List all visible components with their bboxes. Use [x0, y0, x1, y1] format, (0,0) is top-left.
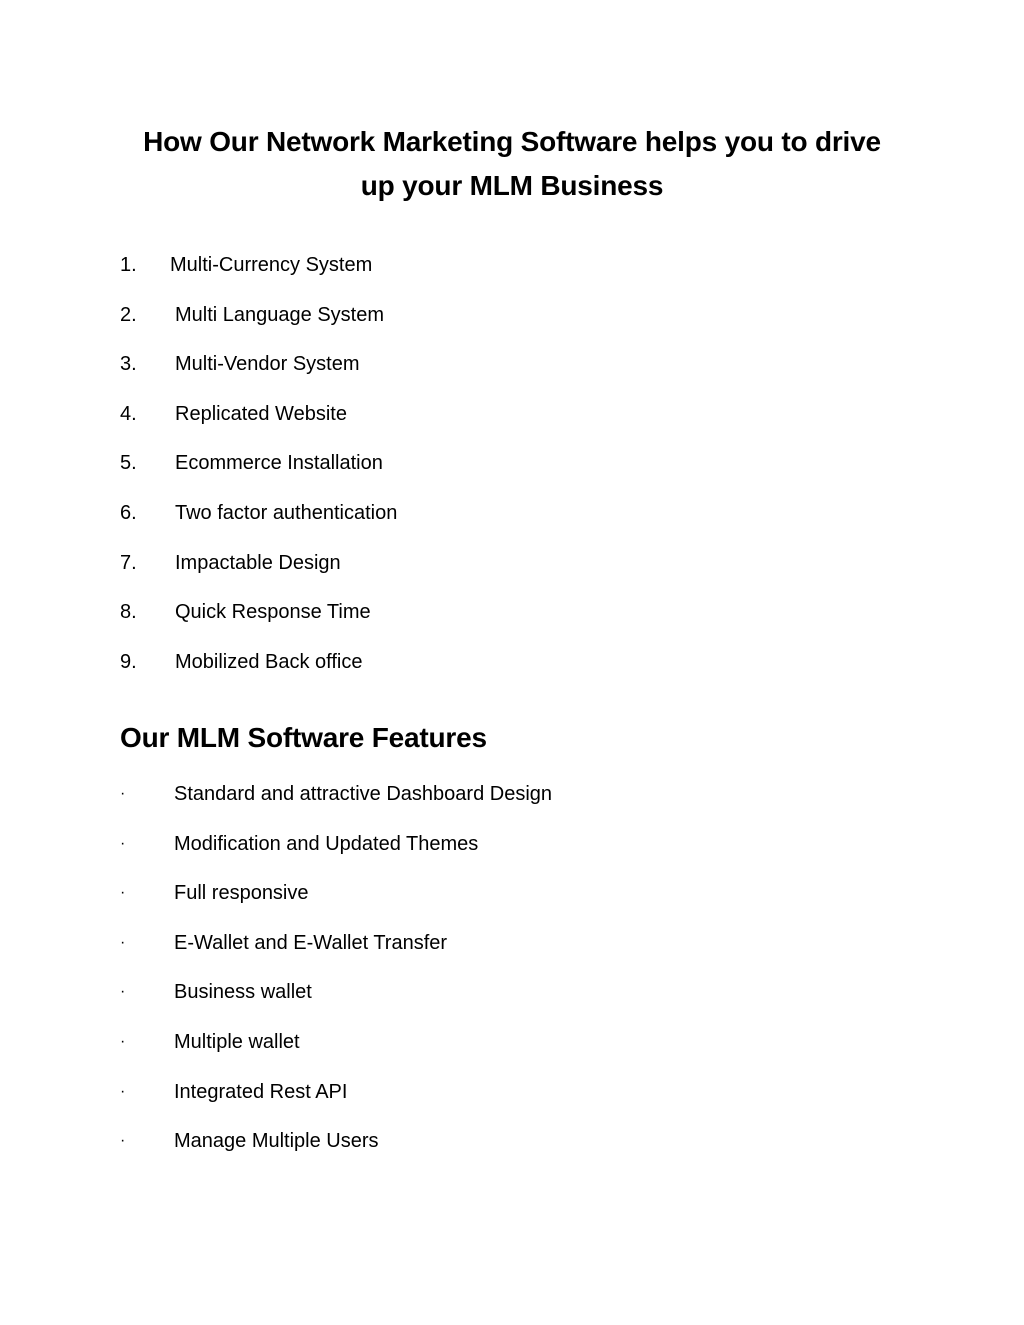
- list-item: [120, 247, 397, 297]
- list-item-number: 4.: [120, 402, 137, 425]
- list-item-number: 8.: [120, 601, 137, 624]
- list-item-text: Ecommerce Installation: [175, 452, 383, 475]
- list-item-text: Full responsive: [174, 882, 309, 905]
- list-item: [120, 545, 397, 595]
- list-item-text: E-Wallet and E-Wallet Transfer: [174, 931, 448, 954]
- list-item-number: 3.: [120, 353, 137, 376]
- bullet-icon: ·: [120, 1082, 126, 1100]
- list-item-text: Modification and Updated Themes: [174, 832, 479, 855]
- title-line-2: up your MLM Business: [360, 170, 664, 201]
- list-item: [120, 346, 397, 396]
- list-item: [120, 495, 397, 545]
- list-item: [120, 875, 552, 925]
- list-item-text: Multi-Vendor System: [175, 353, 360, 376]
- bullet-icon: ·: [120, 1032, 126, 1050]
- list-item-number: 7.: [120, 551, 137, 574]
- list-item: [120, 396, 397, 446]
- benefits-list: [120, 247, 397, 693]
- bullet-icon: ·: [120, 884, 126, 902]
- list-item-text: Quick Response Time: [175, 601, 371, 624]
- list-item-text: Manage Multiple Users: [174, 1130, 379, 1153]
- page-title: [120, 120, 904, 208]
- list-item-number: 1.: [120, 254, 137, 276]
- list-item: [120, 776, 552, 826]
- list-item: [120, 1074, 552, 1124]
- list-item: [120, 1024, 552, 1074]
- list-item: [120, 925, 552, 975]
- list-item-text: Impactable Design: [175, 551, 341, 574]
- bullet-icon: ·: [120, 983, 126, 1001]
- title-line-1: How Our Network Marketing Software helps you to drive: [143, 126, 881, 157]
- list-item-text: Integrated Rest API: [174, 1080, 348, 1103]
- list-item: [120, 644, 397, 694]
- list-item-number: 6.: [120, 501, 137, 524]
- features-heading: Our MLM Software Features: [120, 722, 487, 753]
- list-item: [120, 594, 397, 644]
- list-item-text: Business wallet: [174, 981, 312, 1004]
- list-item-text: Multi-Currency System: [170, 254, 373, 276]
- list-item: [120, 297, 397, 347]
- list-item: [120, 974, 552, 1024]
- bullet-icon: ·: [120, 933, 126, 951]
- features-list: [120, 776, 552, 1173]
- list-item-number: 5.: [120, 452, 137, 475]
- bullet-icon: ·: [120, 785, 126, 802]
- list-item-text: Multi Language System: [175, 303, 385, 326]
- list-item-text: Standard and attractive Dashboard Design: [174, 783, 553, 805]
- list-item-number: 9.: [120, 650, 137, 673]
- bullet-icon: ·: [120, 834, 126, 852]
- list-item-text: Replicated Website: [175, 402, 347, 425]
- list-item-text: Two factor authentication: [175, 501, 398, 524]
- list-item-number: 2.: [120, 303, 137, 326]
- list-item-text: Mobilized Back office: [175, 650, 363, 673]
- list-item: [120, 445, 397, 495]
- list-item: [120, 826, 552, 876]
- list-item-text: Multiple wallet: [174, 1030, 300, 1053]
- list-item: [120, 1123, 552, 1173]
- bullet-icon: ·: [120, 1132, 126, 1150]
